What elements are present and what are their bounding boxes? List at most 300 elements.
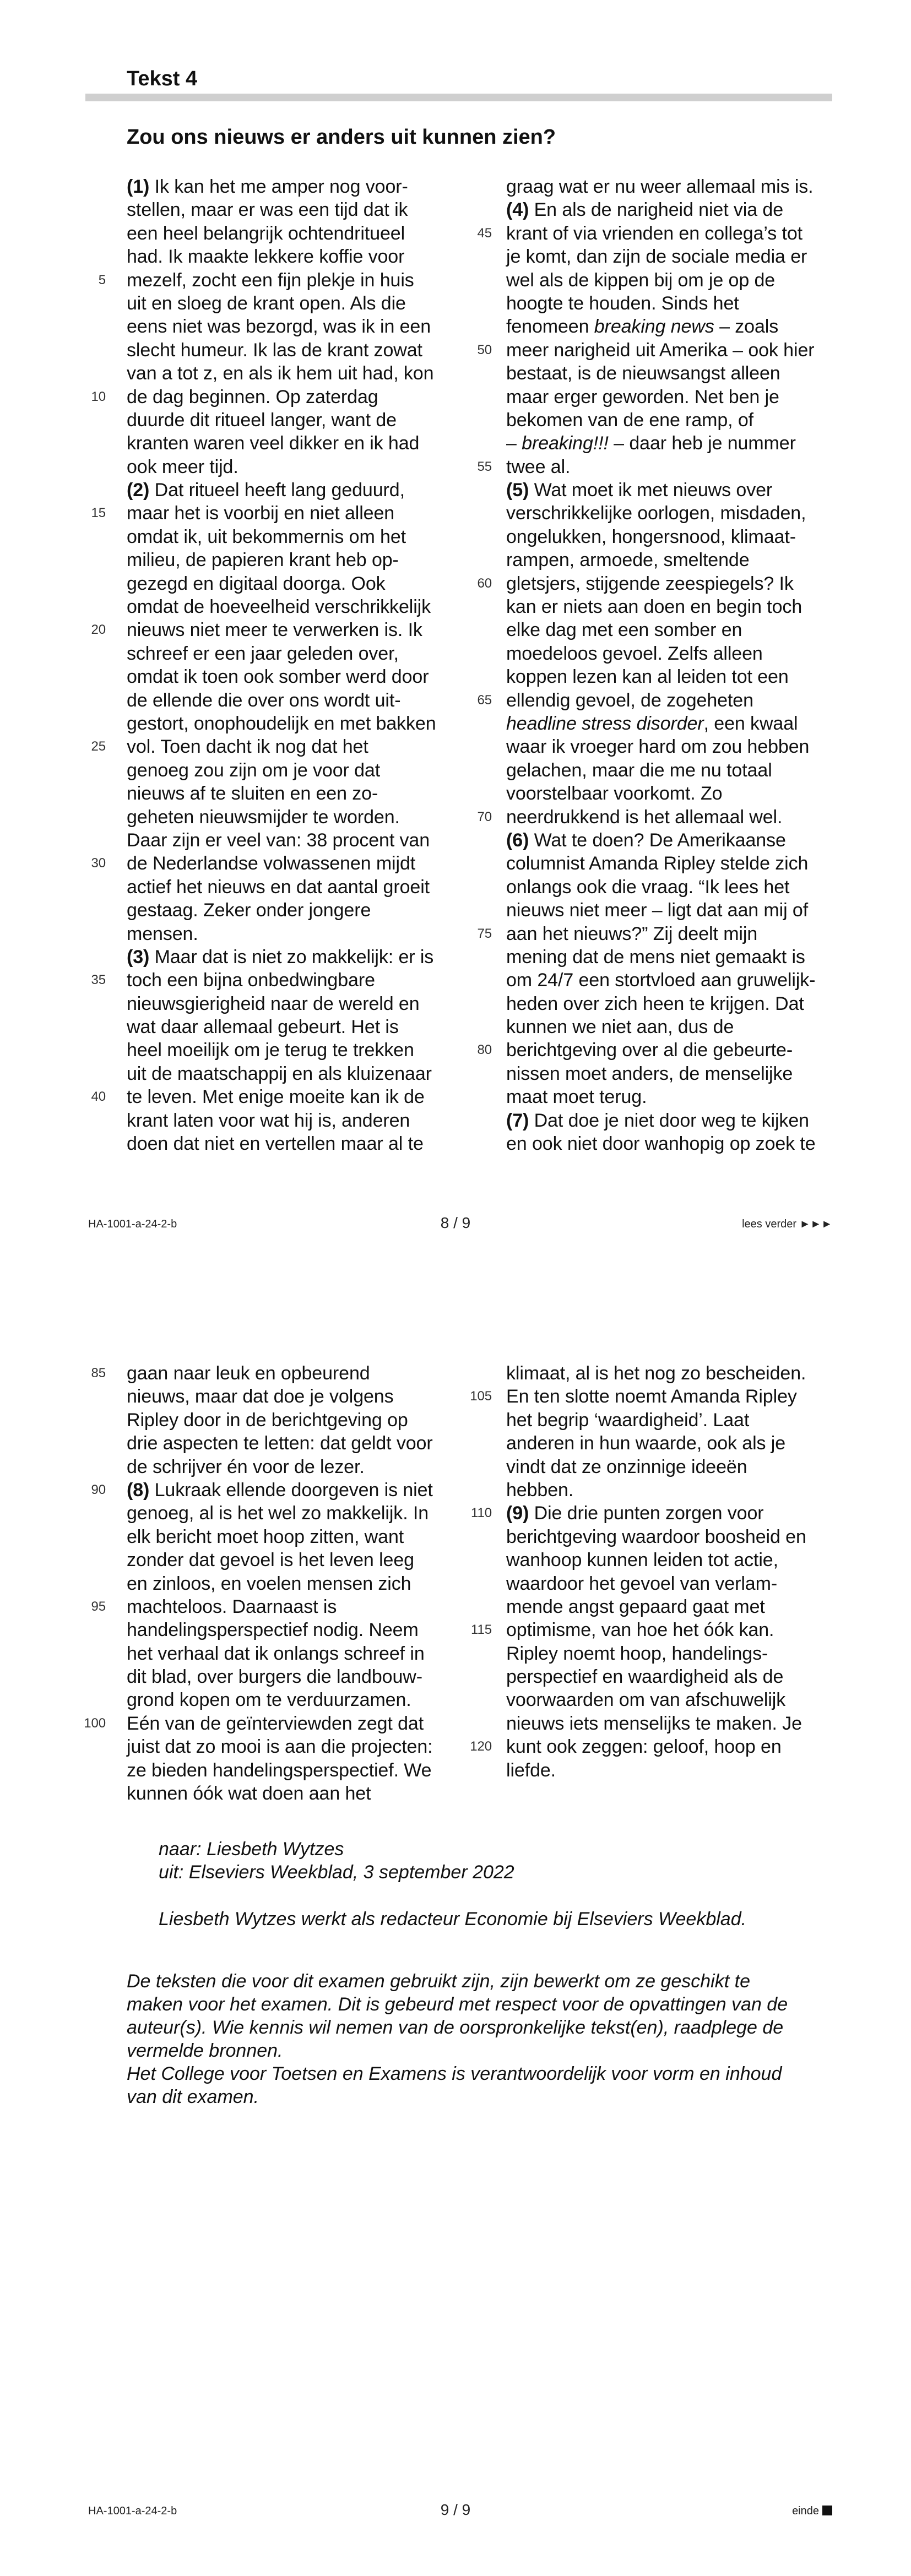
text-segment: omdat ik, uit bekommernis om het [127,526,406,547]
text-line [506,269,837,292]
text-segment: moedeloos gevoel. Zelfs alleen [506,643,763,664]
line-number: 90 [91,1482,106,1497]
text-segment: gestort, onophoudelijk en met bakken [127,713,436,734]
text-line [127,1735,457,1758]
text-segment: gaan naar leuk en opbeurend [127,1363,370,1384]
line-number: 30 [91,856,106,871]
text-segment: breaking news [594,316,714,338]
exam-code: HA-1001-a-24-2-b [88,1218,177,1230]
text-line [506,1132,837,1155]
paragraph-number: (8) [127,1479,155,1501]
text-line [127,1039,457,1062]
text-line [506,595,837,618]
text-segment: mezelf, zocht een fijn plekje in huis [127,269,414,291]
text-segment: vindt dat ze onzinnige ideeën [506,1456,747,1477]
text-segment: aan het nieuws?” Zij deelt mijn [506,923,758,944]
text-segment: koppen lezen kan al leiden tot een [506,666,789,688]
text-segment: berichtgeving over al die gebeurte- [506,1040,793,1061]
text-segment: het begrip ‘waardigheid’. Laat [506,1409,750,1431]
text-line [506,548,837,572]
text-segment: neerdrukkend is het allemaal wel. [506,806,783,828]
text-line [127,689,457,712]
text-segment: Eén van de geïnterviewden zegt dat [127,1713,424,1734]
text-line [91,618,457,642]
text-line [506,479,837,502]
text-line [127,432,457,455]
line-number: 110 [471,1506,492,1521]
text-column-right [470,1362,837,1782]
text-line [91,1085,457,1108]
text-line [91,735,457,758]
text-segment: slecht humeur. Ik las de krant zowat [127,339,422,361]
text-line [127,1432,457,1455]
text-line [506,829,837,852]
text-line [506,1362,837,1385]
line-number: 50 [477,342,492,357]
line-number: 75 [477,926,492,941]
page-number: 8 / 9 [440,1214,471,1231]
text-segment: omdat ik toen ook somber werd door [127,666,429,688]
text-line [127,1618,457,1642]
text-line [506,385,837,409]
text-segment: mende angst gepaard gaat met [506,1596,765,1617]
text-line [506,852,837,875]
text-line [506,735,837,758]
text-segment: Ik kan het me amper nog voor- [154,176,408,197]
text-line [127,1109,457,1132]
text-line [506,292,837,315]
text-line [506,642,837,665]
text-segment: vol. Toen dacht ik nog dat het [127,736,368,758]
text-line [127,642,457,665]
text-segment: gelachen, maar die me nu totaal [506,759,772,781]
text-segment: uit en sloeg de krant open. Als die [127,292,406,314]
text-segment: dit blad, over burgers die landbouw- [127,1666,422,1688]
section-header: Tekst 4 [127,67,198,90]
text-segment: En als de narigheid niet via de [534,199,784,221]
text-segment: kan er niets aan doen en begin toch [506,596,802,618]
text-segment: kunnen óók wat doen aan het [127,1783,371,1805]
text-segment: drie aspecten te letten: dat geldt voor [127,1433,433,1454]
text-line [127,665,457,688]
text-line [506,1455,837,1479]
text-segment: elke dag met een somber en [506,619,742,641]
text-segment: genoeg, al is het wel zo makkelijk. In [127,1503,429,1524]
text-segment: actief het nieuws en dat aantal groeit [127,876,430,898]
text-line [91,852,457,875]
page-number: 9 / 9 [440,2501,471,2518]
line-number: 115 [471,1622,492,1638]
text-segment: een heel belangrijk ochtendritueel [127,222,405,244]
text-line [91,969,457,992]
text-line [506,1642,837,1665]
text-segment: graag wat er nu weer allemaal mis is. [506,176,814,197]
text-line [127,1642,457,1665]
exam-code: HA-1001-a-24-2-b [88,2505,177,2517]
text-segment: doen dat niet en vertellen maar al te [127,1133,424,1155]
disclaimer-line: auteur(s). Wie kennis wil nemen van de oorspronkelijke tekst(en), raadplege de [127,2017,784,2038]
text-segment: liefde. [506,1759,556,1781]
text-line [91,1362,457,1385]
text-segment: kunnen we niet aan, dus de [506,1017,734,1038]
text-segment: Ripley door in de berichtgeving op [127,1409,408,1431]
text-segment: nieuws niet meer – ligt dat aan mij of [506,900,809,921]
text-line [84,1712,457,1735]
header-divider [85,94,832,101]
line-number: 70 [477,809,492,824]
text-segment: ook meer tijd. [127,456,238,477]
text-segment: nieuws niet meer te verwerken is. Ik [127,619,422,641]
disclaimer-line: vermelde bronnen. [127,2040,283,2061]
text-line [477,455,837,479]
text-segment: maat moet terug. [506,1086,647,1108]
text-segment: zonder dat gevoel is het leven leeg [127,1550,414,1571]
text-segment: hebben. [506,1479,574,1501]
text-line [506,1548,837,1572]
text-segment: kranten waren veel dikker en ik had [127,433,420,454]
source-author: naar: Liesbeth Wytzes [159,1839,344,1860]
line-number: 120 [470,1739,492,1754]
text-line [91,385,457,409]
text-line [91,1595,457,1618]
text-segment: uit de maatschappij en als kluizenaar [127,1063,432,1084]
text-segment: mensen. [127,923,198,944]
text-segment: krant of via vrienden en collega’s tot [506,222,803,244]
text-line [471,1618,837,1642]
text-line [506,1085,837,1108]
article-title: Zou ons nieuws er anders uit kunnen zien? [127,126,556,149]
text-segment: machteloos. Daarnaast is [127,1596,337,1617]
text-line [506,899,837,922]
text-line [506,1525,837,1548]
line-number: 10 [91,389,106,404]
text-line [127,409,457,432]
text-segment: mening dat de mens niet gemaakt is [506,946,805,968]
paragraph-number: (6) [506,829,534,851]
text-line [127,479,457,502]
text-line [127,1572,457,1595]
text-line [471,1502,837,1525]
text-line [506,525,837,548]
text-segment: hoogte te houden. Sinds het [506,292,739,314]
text-segment: nieuws iets menselijks te maken. Je [506,1713,802,1734]
text-segment: rampen, armoede, smeltende [506,550,750,571]
text-line [127,1782,457,1805]
text-segment: breaking!!! [522,433,609,454]
text-segment: Lukraak ellende doorgeven is niet [154,1479,433,1501]
text-segment: kunt ook zeggen: geloof, hoop en [506,1736,782,1758]
source-publication: uit: Elseviers Weekblad, 3 september 2022 [159,1862,514,1883]
text-segment: nieuwsgierigheid naar de wereld en [127,993,420,1014]
text-line [127,1502,457,1525]
text-line [506,1062,837,1085]
text-segment: en zinloos, en voelen mensen zich [127,1573,411,1594]
text-segment: geheten nieuwsmijder te worden. [127,806,400,828]
text-line [506,1109,837,1132]
text-segment: Maar dat is niet zo makkelijk: er is [154,946,434,968]
text-segment: het verhaal dat ik onlangs schreef in [127,1643,425,1664]
text-line [127,222,457,245]
text-line [127,806,457,829]
text-segment: Die drie punten zorgen voor [534,1503,764,1524]
text-line [470,1735,837,1758]
text-line [127,1665,457,1688]
text-line [127,992,457,1015]
text-segment: nieuws, maar dat doe je volgens [127,1386,394,1407]
text-segment: krant laten voor wat hij is, anderen [127,1110,410,1131]
text-segment: de ellende die over ons wordt uit- [127,689,401,711]
text-line [127,1759,457,1782]
text-segment: voorstelbaar voorkomt. Zo [506,783,723,805]
text-segment: bestaat, is de nieuwsangst alleen [506,363,780,384]
text-line [506,759,837,782]
text-segment: Daar zijn er veel van: 38 procent van [127,829,430,851]
text-line [506,992,837,1015]
text-line [506,175,837,198]
text-segment: nieuws af te sluiten en een zo- [127,783,378,805]
text-segment: columnist Amanda Ripley stelde zich [506,853,809,874]
line-number: 100 [84,1715,106,1731]
text-segment: fenomeen [506,316,594,338]
text-segment: om 24/7 een stortvloed aan gruwelijk- [506,970,816,991]
text-line [477,689,837,712]
text-line [127,876,457,899]
text-segment: maar het is voorbij en niet alleen [127,503,395,524]
text-line [127,525,457,548]
text-line [127,829,457,852]
text-segment: gestaag. Zeker onder jongere [127,900,371,921]
text-line [506,1595,837,1618]
text-line [127,572,457,595]
paragraph-number: (9) [506,1503,534,1524]
exam-page-9 [0,1288,911,2576]
text-segment: ze bieden handelingsperspectief. We [127,1759,432,1781]
text-line [127,548,457,572]
line-number: 65 [477,692,492,708]
line-number: 40 [91,1089,106,1105]
text-line [506,315,837,338]
disclaimer-line: Het College voor Toetsen en Examens is verantwoordelijk voor vorm en inhoud [127,2063,782,2084]
line-number: 25 [91,739,106,754]
text-line [506,432,837,455]
text-line [127,1688,457,1711]
text-line [127,1455,457,1479]
text-segment: berichtgeving waardoor boosheid en [506,1526,806,1547]
disclaimer-line: van dit examen. [127,2086,259,2107]
text-segment: headline stress disorder [506,713,704,734]
text-segment: schreef er een jaar geleden over, [127,643,399,664]
text-line [91,1479,457,1502]
text-line [127,245,457,268]
text-line [506,1665,837,1688]
text-line [506,1479,837,1502]
end-square-icon [822,2506,832,2515]
text-line [127,1385,457,1408]
text-segment: de Nederlandse volwassenen mijdt [127,853,416,874]
text-segment: Dat ritueel heeft lang geduurd, [154,480,405,501]
line-number: 20 [91,622,106,638]
disclaimer-line: maken voor het examen. Dit is gebeurd met respect voor de opvattingen van de [127,1994,788,2015]
text-line [127,1548,457,1572]
text-segment: te leven. Met enige moeite kan ik de [127,1086,425,1108]
line-number: 45 [477,225,492,241]
text-line [127,1062,457,1085]
disclaimer-line: De teksten die voor dit examen gebruikt zijn, zijn bewerkt om ze geschikt te [127,1971,750,1992]
text-segment: elk bericht moet hoop zitten, want [127,1526,404,1547]
text-segment: En ten slotte noemt Amanda Ripley [506,1386,797,1407]
text-segment: juist dat zo mooi is aan die projecten: [127,1736,433,1758]
text-column-right [477,175,837,1155]
text-segment: ongelukken, hongersnood, klimaat- [506,526,796,547]
text-segment: meer narigheid uit Amerika – ook hier [506,339,815,361]
line-number: 55 [477,459,492,474]
text-line [506,945,837,969]
text-line [127,1409,457,1432]
line-number: 80 [477,1042,492,1058]
text-line [506,198,837,221]
continue-indicator: lees verder ►►► [742,1218,832,1230]
text-line [127,292,457,315]
text-line [506,876,837,899]
text-segment: eens niet was bezorgd, was ik in een [127,316,431,338]
text-line [127,899,457,922]
text-segment: omdat de hoeveelheid verschrikkelijk [127,596,431,618]
text-segment: en ook niet door wanhopig op zoek te [506,1133,816,1155]
text-segment: de dag beginnen. Op zaterdag [127,386,378,407]
text-segment: grond kopen om te verduurzamen. [127,1689,411,1711]
text-line [506,245,837,268]
text-segment: onlangs ook die vraag. “Ik lees het [506,876,790,898]
text-line [477,572,837,595]
text-line [506,502,837,525]
text-segment: wanhoop kunnen leiden tot actie, [506,1550,778,1571]
text-segment: ellendig gevoel, de zogeheten [506,689,753,711]
text-segment: handelingsperspectief nodig. Neem [127,1619,419,1641]
text-segment: Ripley noemt hoop, handelings- [506,1643,768,1664]
paragraph-number: (7) [506,1110,534,1131]
text-segment: van a tot z, en als ik hem uit had, kon [127,363,434,384]
text-line [98,269,457,292]
text-segment: optimisme, van hoe het óók kan. [506,1619,774,1641]
text-segment: had. Ik maakte lekkere koffie voor [127,246,405,268]
text-segment: twee al. [506,456,571,477]
text-line [506,1015,837,1039]
text-segment: anderen in hun waarde, ook als je [506,1433,786,1454]
text-line [470,1385,837,1408]
text-segment: de schrijver én voor de lezer. [127,1456,365,1477]
text-segment: heden over zich heen te krijgen. Dat [506,993,804,1014]
text-line [506,409,837,432]
line-number: 60 [477,575,492,591]
text-line [506,1712,837,1735]
disclaimer [127,1970,837,2108]
text-line [506,1759,837,1782]
text-segment: Wat moet ik met nieuws over [534,480,773,501]
text-line [506,618,837,642]
author-note: Liesbeth Wytzes werkt als redacteur Economie bij Elseviers Weekblad. [159,1909,747,1930]
text-segment: Dat doe je niet door weg te kijken [534,1110,809,1131]
paragraph-number: (4) [506,199,534,221]
text-segment: klimaat, al is het nog zo bescheiden. [506,1363,806,1384]
text-line [506,1572,837,1595]
text-line [506,362,837,385]
text-segment: – [506,433,522,454]
end-label: einde [792,2505,819,2517]
text-segment: perspectief en waardigheid als de [506,1666,784,1688]
text-segment: gletsjers, stijgende zeespiegels? Ik [506,573,794,594]
line-number: 5 [98,272,106,287]
text-segment: , een kwaal [703,713,798,734]
text-segment: wat daar allemaal gebeurt. Het is [127,1017,399,1038]
text-segment: je komt, dan zijn de sociale media er [506,246,807,268]
text-segment: voorwaarden om van afschuwelijk [506,1689,786,1711]
paragraph-number: (2) [127,480,155,501]
text-segment: verschrikkelijke oorlogen, misdaden, [506,503,806,524]
line-number: 85 [91,1366,106,1381]
text-segment: gezegd en digitaal doorga. Ook [127,573,386,594]
paragraph-number: (1) [127,176,155,197]
text-segment: maar erger geworden. Net ben je [506,386,779,407]
text-line [477,806,837,829]
text-line [506,1409,837,1432]
text-segment: wel als de kippen bij om je op de [506,269,776,291]
text-line [127,315,457,338]
paragraph-number: (3) [127,946,155,968]
text-line [127,1015,457,1039]
text-line [506,712,837,735]
text-segment: waardoor het gevoel van verlam- [506,1573,778,1594]
text-line [506,665,837,688]
text-line [127,175,457,198]
text-column-left [91,175,457,1155]
text-line [506,1432,837,1455]
text-line [127,945,457,969]
text-line [127,782,457,805]
text-segment: duurde dit ritueel langer, want de [127,409,397,431]
text-segment: nissen moet anders, de menselijke [506,1063,793,1084]
text-line [127,362,457,385]
text-segment: genoeg zou zijn om je voor dat [127,759,381,781]
text-segment: – zoals [714,316,779,338]
text-line [91,502,457,525]
text-line [477,1039,837,1062]
text-segment: Wat te doen? De Amerikaanse [534,829,786,851]
text-segment: toch een bijna onbedwingbare [127,970,375,991]
text-line [127,1525,457,1548]
text-column-left [84,1362,457,1805]
text-line [127,759,457,782]
text-line [127,455,457,479]
text-line [127,922,457,945]
line-number: 105 [470,1389,492,1404]
text-segment: milieu, de papieren krant heb op- [127,550,399,571]
text-segment: heel moeilijk om je terug te trekken [127,1040,414,1061]
text-line [477,922,837,945]
line-number: 35 [91,972,106,988]
text-line [127,1132,457,1155]
text-line [127,712,457,735]
text-line [506,782,837,805]
text-segment: – daar heb je nummer [608,433,796,454]
text-line [477,222,837,245]
text-line [127,595,457,618]
line-number: 95 [91,1599,106,1614]
line-number: 15 [91,506,106,521]
text-line [127,339,457,362]
text-segment: bekomen van de ene ramp, of [506,409,754,431]
text-segment: waar ik vroeger hard om zou hebben [506,736,810,758]
paragraph-number: (5) [506,480,534,501]
